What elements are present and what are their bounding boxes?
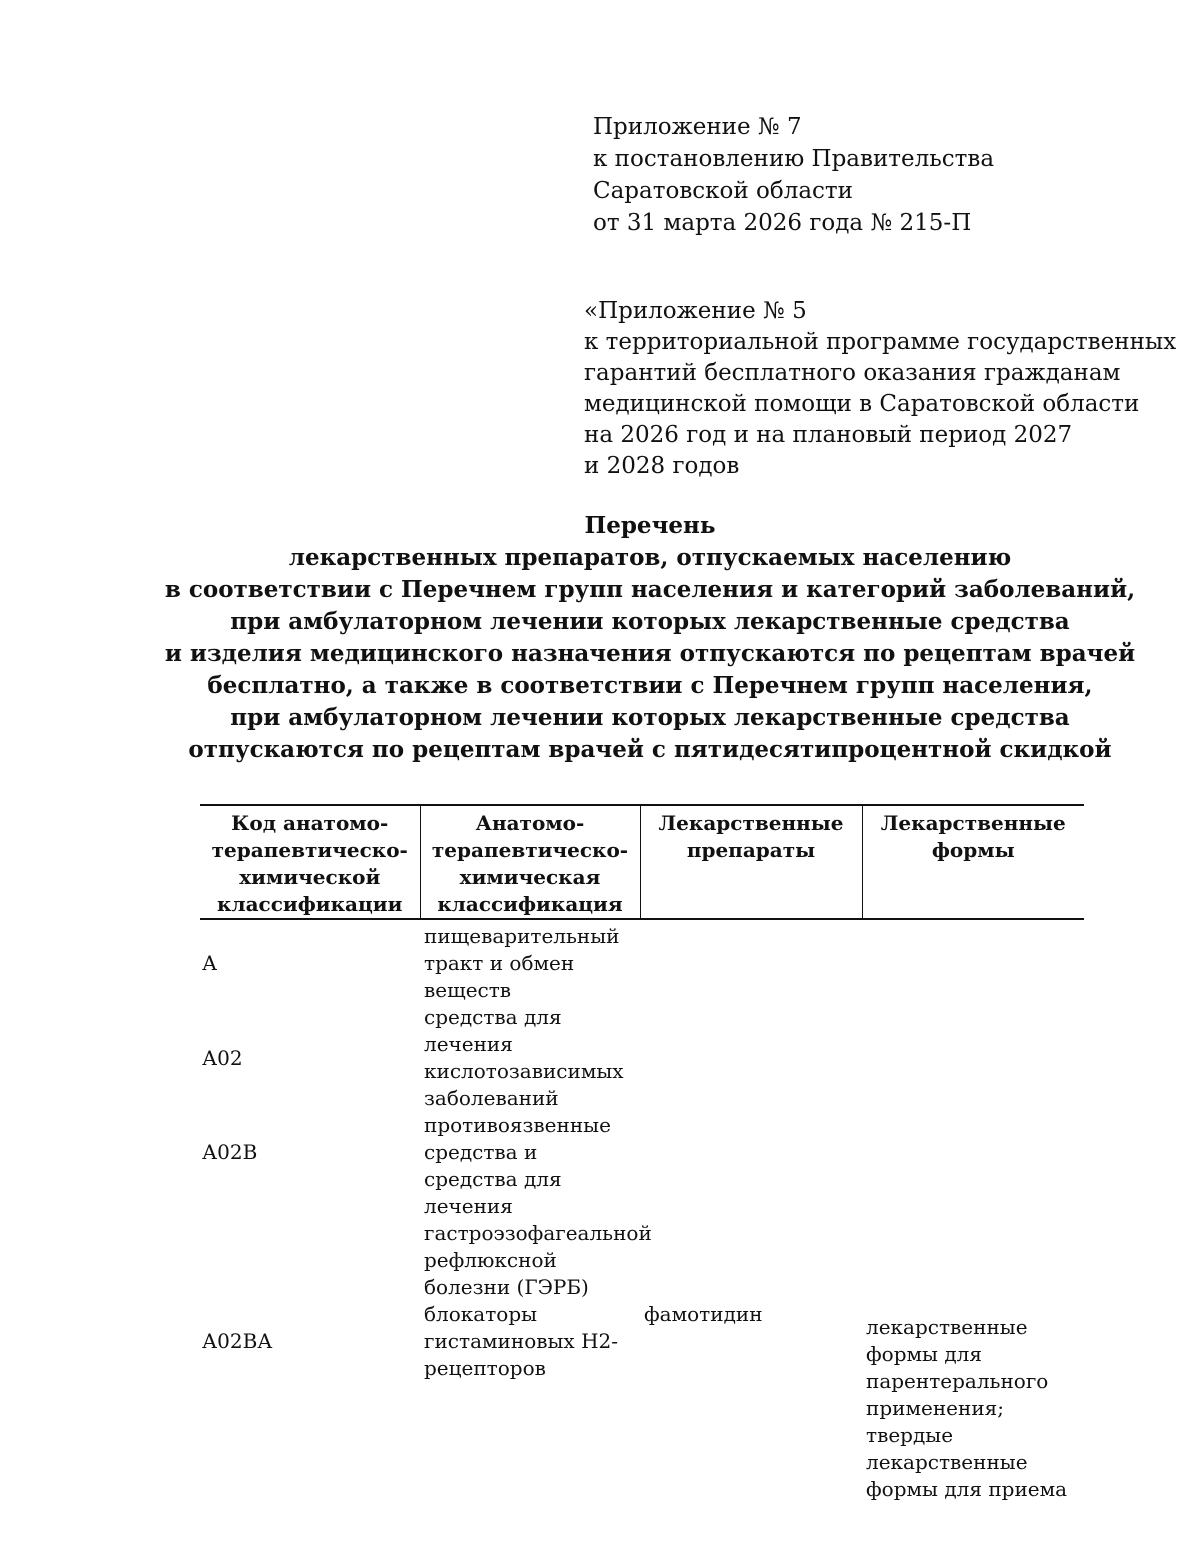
original-attachment-line: к территориальной программе государственных [584, 329, 1177, 355]
header-drugs: Лекарственные препараты [640, 805, 862, 919]
row-form [862, 919, 1084, 1004]
drug-list-table [200, 804, 1084, 1503]
header-atc-code: Код анатомо-терапевтическо-химической классификации [200, 805, 420, 919]
title-line: отпускаются по рецептам врачей с пятидесятипроцентной скидкой [188, 736, 1112, 763]
table-row [200, 919, 1084, 1004]
title-line: при амбулаторном лечении которых лекарственные средства [230, 608, 1070, 635]
row-code: А [202, 951, 218, 975]
table-row [200, 1301, 1084, 1503]
attachment-line: от 31 марта 2026 года № 215-П [593, 210, 972, 236]
original-attachment-line: гарантий бесплатного оказания гражданам [584, 360, 1121, 386]
title-line: лекарственных препаратов, отпускаемых населению [288, 544, 1012, 571]
original-attachment-header [584, 296, 1177, 482]
row-classification: средства для лечения кислотозависимых заболеваний [424, 1005, 624, 1110]
row-drug [640, 1004, 862, 1112]
attachment-line: Саратовской области [593, 178, 853, 204]
attachment-line: к постановлению Правительства [593, 146, 995, 172]
title-line: при амбулаторном лечении которых лекарственные средства [230, 704, 1070, 731]
header-dosage-forms: Лекарственные формы [862, 805, 1084, 919]
title-line: и изделия медицинского назначения отпускаются по рецептам врачей [164, 640, 1136, 667]
row-classification: противоязвенные средства и средства для лечения гастроэзофагеальной рефлюксной болезни (ГЭРБ) [424, 1113, 652, 1299]
row-classification: пищеварительный тракт и обмен веществ [424, 924, 620, 1002]
attachment-header [593, 111, 994, 239]
table-row [200, 1004, 1084, 1112]
row-code: А02 [202, 1045, 243, 1070]
title-line: бесплатно, а также в соответствии с Перечнем групп населения, [207, 672, 1093, 699]
title-line: в соответствии с Перечнем групп населения и категорий заболеваний, [164, 576, 1136, 603]
row-drug: фамотидин [644, 1302, 763, 1326]
table-header-row [200, 805, 1084, 919]
original-attachment-line: на 2026 год и на плановый период 2027 [584, 422, 1073, 448]
original-attachment-line: медицинской помощи в Саратовской области [584, 391, 1140, 417]
row-drug [640, 919, 862, 1004]
original-attachment-line: и 2028 годов [584, 453, 740, 479]
attachment-line: Приложение № 7 [593, 114, 802, 140]
header-atc-classification: Анатомо-терапевтическо-химическая классификация [420, 805, 640, 919]
document-title [150, 510, 1150, 766]
row-form [862, 1112, 1084, 1301]
row-code: А02В [202, 1140, 258, 1164]
row-form [862, 1004, 1084, 1112]
row-form: лекарственные формы для парентерального применения; твердые лекарственные формы для приема [866, 1315, 1068, 1501]
row-code: А02ВА [202, 1329, 273, 1353]
original-attachment-line: «Приложение № 5 [584, 298, 807, 324]
table-row [200, 1112, 1084, 1301]
row-drug [640, 1112, 862, 1301]
drug-list-table-container [200, 804, 1084, 1503]
title-line: Перечень [584, 512, 716, 539]
row-classification: блокаторы гистаминовых Н2-рецепторов [424, 1302, 618, 1380]
